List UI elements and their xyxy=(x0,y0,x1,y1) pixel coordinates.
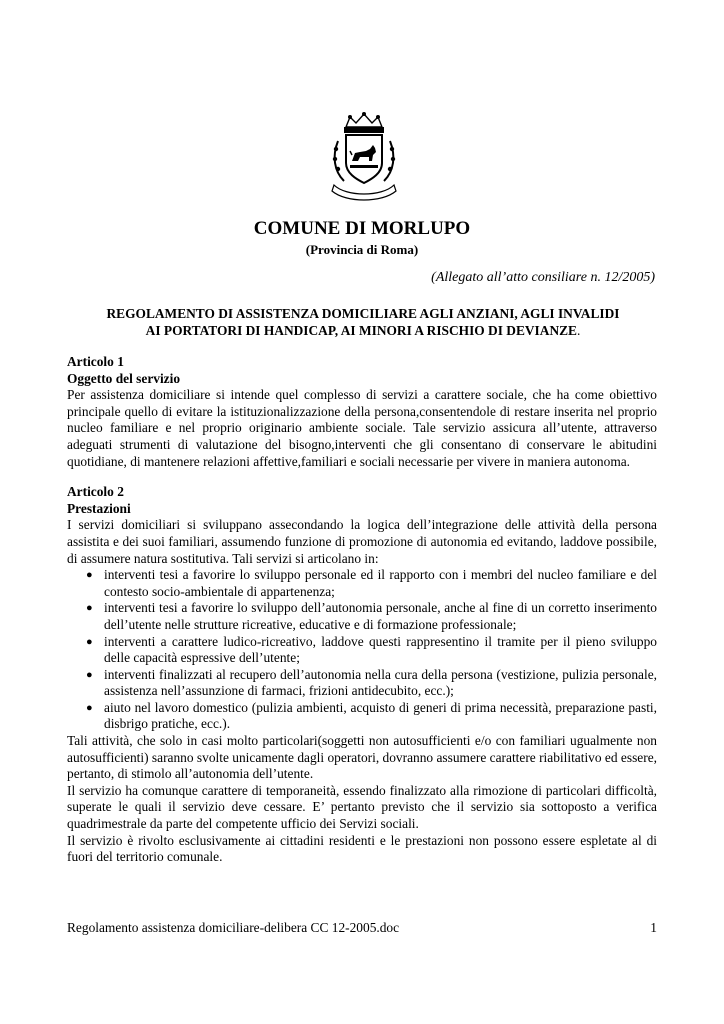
page-title: COMUNE DI MORLUPO xyxy=(253,218,471,239)
page-subtitle: (Provincia di Roma) xyxy=(305,242,419,257)
bullet-icon: ● xyxy=(86,668,93,681)
bullet-icon: ● xyxy=(86,569,93,582)
article-number: Articolo 2 xyxy=(67,484,124,500)
article-text: Per assistenza domiciliare si intende quel complesso di servizi a carattere sociale, che ha come obiettivo principale quello di evitare la istituzionalizzazione della persona,consentendole di restare inserita nel proprio nucleo familiare e nel proprio originario ambiente sociale. Tale servizio assicura all’utente, attraverso adeguati strumenti di valutazione del bisogno,interventi che gli consentano di conservare le abitudini quotidiane, di mantenere relazioni affettive,familiari e sociali necessarie per vivere in maniera autonoma. xyxy=(67,387,657,469)
article-heading: Prestazioni xyxy=(67,500,131,516)
municipal-crest-icon xyxy=(326,111,402,201)
regulation-title-line1: REGOLAMENTO DI ASSISTENZA DOMICILIARE AGLI ANZIANI, AGLI INVALIDI xyxy=(106,306,620,321)
article-paragraph: Tali attività, che solo in casi molto particolari(soggetti non autosufficienti e/o con familiari ugualmente non autosufficienti) saranno svolte unicamente dagli operatori, dovranno assumere carattere riabilitativo ed essere, pertanto, di stimolo all’autonomia dell’utente. xyxy=(67,733,657,782)
footer-filename: Regolamento assistenza domiciliare-delibera CC 12-2005.doc xyxy=(67,920,400,935)
article-intro: I servizi domiciliari si sviluppano assecondando la logica dell’integrazione delle attività della persona assistita e dei suoi familiari, assumendo funzione di promozione di autonomia ed evitando, laddove possibile, di assumere natura sostitutiva. Tali servizi si articolano in: xyxy=(67,517,657,566)
services-list xyxy=(67,567,657,733)
bullet-icon: ● xyxy=(86,635,93,648)
list-item: ● interventi tesi a favorire lo sviluppo dell’autonomia personale, anche al fine di un corretto inserimento dell’utente nelle strutture ricreative, educative e di formazione professionale; xyxy=(86,600,657,632)
page-number: 1 xyxy=(650,920,657,935)
page-footer xyxy=(67,920,657,936)
article-paragraph: Il servizio è rivolto esclusivamente ai cittadini residenti e le prestazioni non possono essere espletate al di fuori del territorio comunale. xyxy=(67,832,657,865)
bullet-icon: ● xyxy=(86,602,93,615)
regulation-title-line2: AI PORTATORI DI HANDICAP, AI MINORI A RISCHIO DI DEVIANZE. xyxy=(145,323,581,338)
list-item: ● aiuto nel lavoro domestico (pulizia ambienti, acquisto di generi di prima necessità, preparazione pasti, disbrigo pratiche, ecc.). xyxy=(86,699,657,732)
article-paragraph: Il servizio ha comunque carattere di temporaneità, essendo finalizzato alla rimozione di particolari difficoltà, superate le quali il servizio deve cessare. E’ pertanto previsto che il servizio sia sottoposto a verifica quadrimestrale da parte del competente ufficio dei Servizi sociali. xyxy=(67,782,657,832)
list-item: ● interventi finalizzati al recupero dell’autonomia nella cura della persona (vestizione, pulizia personale, assistenza nell’assunzione di farmaci, frizioni antidecubito, ecc.); xyxy=(86,666,657,699)
article-heading: Oggetto del servizio xyxy=(67,370,181,386)
article-number: Articolo 1 xyxy=(67,354,124,369)
list-item: ● interventi tesi a favorire lo sviluppo personale ed il rapporto con i membri del nucleo familiare e del contesto socio-ambientale di appartenenza; xyxy=(86,567,657,599)
regulation-title xyxy=(68,305,658,339)
bullet-icon: ● xyxy=(86,701,93,714)
attachment-reference: (Allegato all’atto consiliare n. 12/2005) xyxy=(431,270,655,285)
list-item: ● interventi a carattere ludico-ricreativo, laddove questi rappresentino il tramite per il pieno sviluppo delle capacità espressive dell’utente; xyxy=(86,633,657,666)
document-body xyxy=(67,354,657,866)
